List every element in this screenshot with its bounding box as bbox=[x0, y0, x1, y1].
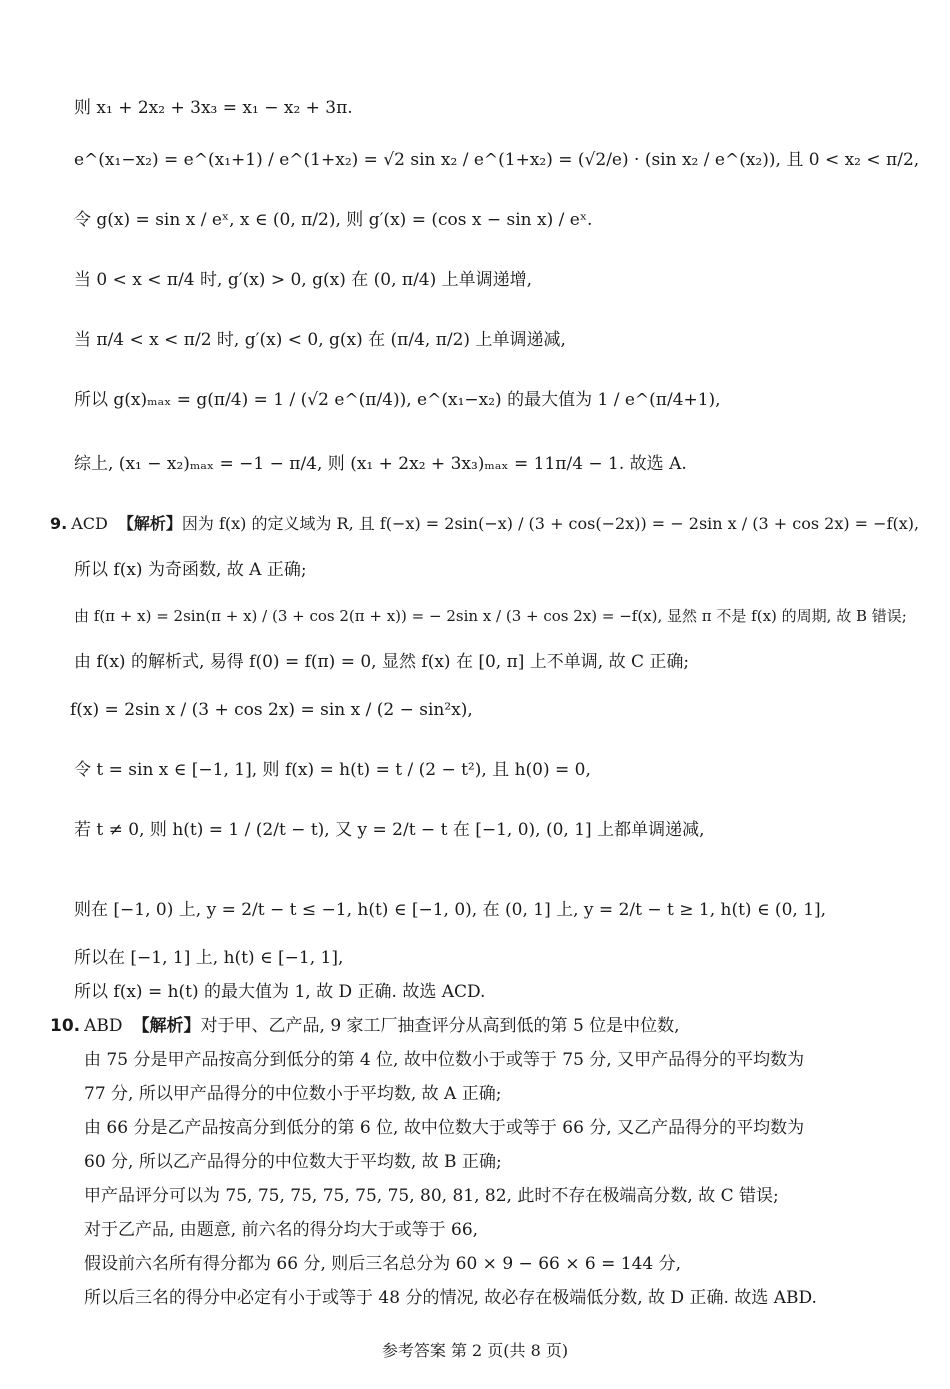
solution-line: 由 f(x) 的解析式, 易得 f(0) = f(π) = 0, 显然 f(x) 在 [0, π] 上不单调, 故 C 正确; bbox=[74, 652, 690, 672]
solution-line: 所以 f(x) 为奇函数, 故 A 正确; bbox=[74, 560, 307, 580]
solution-line: f(x) = 2sin x / (3 + cos 2x) = sin x / (2 − sin²x), bbox=[70, 700, 473, 720]
solution-line: 由 75 分是甲产品按高分到低分的第 4 位, 故中位数小于或等于 75 分, 又甲产品得分的平均数为 bbox=[84, 1050, 805, 1070]
solution-text: 因为 f(x) 的定义域为 R, 且 f(−x) = 2sin(−x) / (3 + cos(−2x)) = − 2sin x / (3 + cos 2x) = −f(x), bbox=[181, 514, 920, 533]
derivation-line: 则 x₁ + 2x₂ + 3x₃ = x₁ − x₂ + 3π. bbox=[74, 98, 353, 118]
solution-text: 对于甲、乙产品, 9 家工厂抽查评分从高到低的第 5 位是中位数, bbox=[200, 1016, 680, 1036]
question-9-header bbox=[50, 512, 919, 536]
analysis-tag: 【解析】 bbox=[132, 1016, 201, 1036]
solution-line: 77 分, 所以甲产品得分的中位数小于平均数, 故 A 正确; bbox=[84, 1084, 502, 1104]
question-10-header bbox=[50, 1014, 680, 1038]
solution-line: 由 f(π + x) = 2sin(π + x) / (3 + cos 2(π + x)) = − 2sin x / (3 + cos 2x) = −f(x), 显然 π 不是 f(x) 的周期, 故 B 错误; bbox=[74, 607, 907, 625]
derivation-line: 所以 g(x)ₘₐₓ = g(π/4) = 1 / (√2 e^(π/4)), e^(x₁−x₂) 的最大值为 1 / e^(π/4+1), bbox=[74, 390, 721, 410]
analysis-tag: 【解析】 bbox=[117, 514, 182, 533]
question-number: 9. bbox=[50, 514, 68, 533]
solution-line: 对于乙产品, 由题意, 前六名的得分均大于或等于 66, bbox=[84, 1220, 479, 1240]
solution-line: 令 t = sin x ∈ [−1, 1], 则 f(x) = h(t) = t / (2 − t²), 且 h(0) = 0, bbox=[74, 760, 591, 780]
answer-key: ABD bbox=[84, 1016, 123, 1036]
solution-line: 若 t ≠ 0, 则 h(t) = 1 / (2/t − t), 又 y = 2/t − t 在 [−1, 0), (0, 1] 上都单调递减, bbox=[74, 820, 705, 840]
derivation-line: 综上, (x₁ − x₂)ₘₐₓ = −1 − π/4, 则 (x₁ + 2x₂ + 3x₃)ₘₐₓ = 11π/4 − 1. 故选 A. bbox=[74, 454, 687, 474]
solution-line: 假设前六名所有得分都为 66 分, 则后三名总分为 60 × 9 − 66 × 6 = 144 分, bbox=[84, 1254, 682, 1274]
solution-line: 所以后三名的得分中必定有小于或等于 48 分的情况, 故必存在极端低分数, 故 D 正确. 故选 ABD. bbox=[84, 1288, 817, 1308]
solution-line: 由 66 分是乙产品按高分到低分的第 6 位, 故中位数大于或等于 66 分, 又乙产品得分的平均数为 bbox=[84, 1118, 805, 1138]
derivation-line: 当 0 < x < π/4 时, g′(x) > 0, g(x) 在 (0, π/4) 上单调递增, bbox=[74, 270, 533, 290]
answer-key: ACD bbox=[71, 514, 108, 533]
solution-line: 则在 [−1, 0) 上, y = 2/t − t ≤ −1, h(t) ∈ [−1, 0), 在 (0, 1] 上, y = 2/t − t ≥ 1, h(t) ∈ (0, 1], bbox=[74, 900, 827, 920]
solution-line: 甲产品评分可以为 75, 75, 75, 75, 75, 75, 80, 81, 82, 此时不存在极端高分数, 故 C 错误; bbox=[84, 1186, 779, 1206]
solution-line: 60 分, 所以乙产品得分的中位数大于平均数, 故 B 正确; bbox=[84, 1152, 502, 1172]
derivation-line: 令 g(x) = sin x / eˣ, x ∈ (0, π/2), 则 g′(x) = (cos x − sin x) / eˣ. bbox=[74, 210, 593, 230]
derivation-line: e^(x₁−x₂) = e^(x₁+1) / e^(1+x₂) = √2 sin x₂ / e^(1+x₂) = (√2/e) · (sin x₂ / e^(x₂)), 且 0 < x₂ < π/2, bbox=[74, 150, 920, 170]
solution-line: 所以 f(x) = h(t) 的最大值为 1, 故 D 正确. 故选 ACD. bbox=[74, 982, 486, 1002]
question-number: 10. bbox=[50, 1016, 81, 1036]
solution-line: 所以在 [−1, 1] 上, h(t) ∈ [−1, 1], bbox=[74, 948, 344, 968]
page-footer: 参考答案 第 2 页(共 8 页) bbox=[381, 1341, 569, 1360]
derivation-line: 当 π/4 < x < π/2 时, g′(x) < 0, g(x) 在 (π/4, π/2) 上单调递减, bbox=[74, 330, 566, 350]
